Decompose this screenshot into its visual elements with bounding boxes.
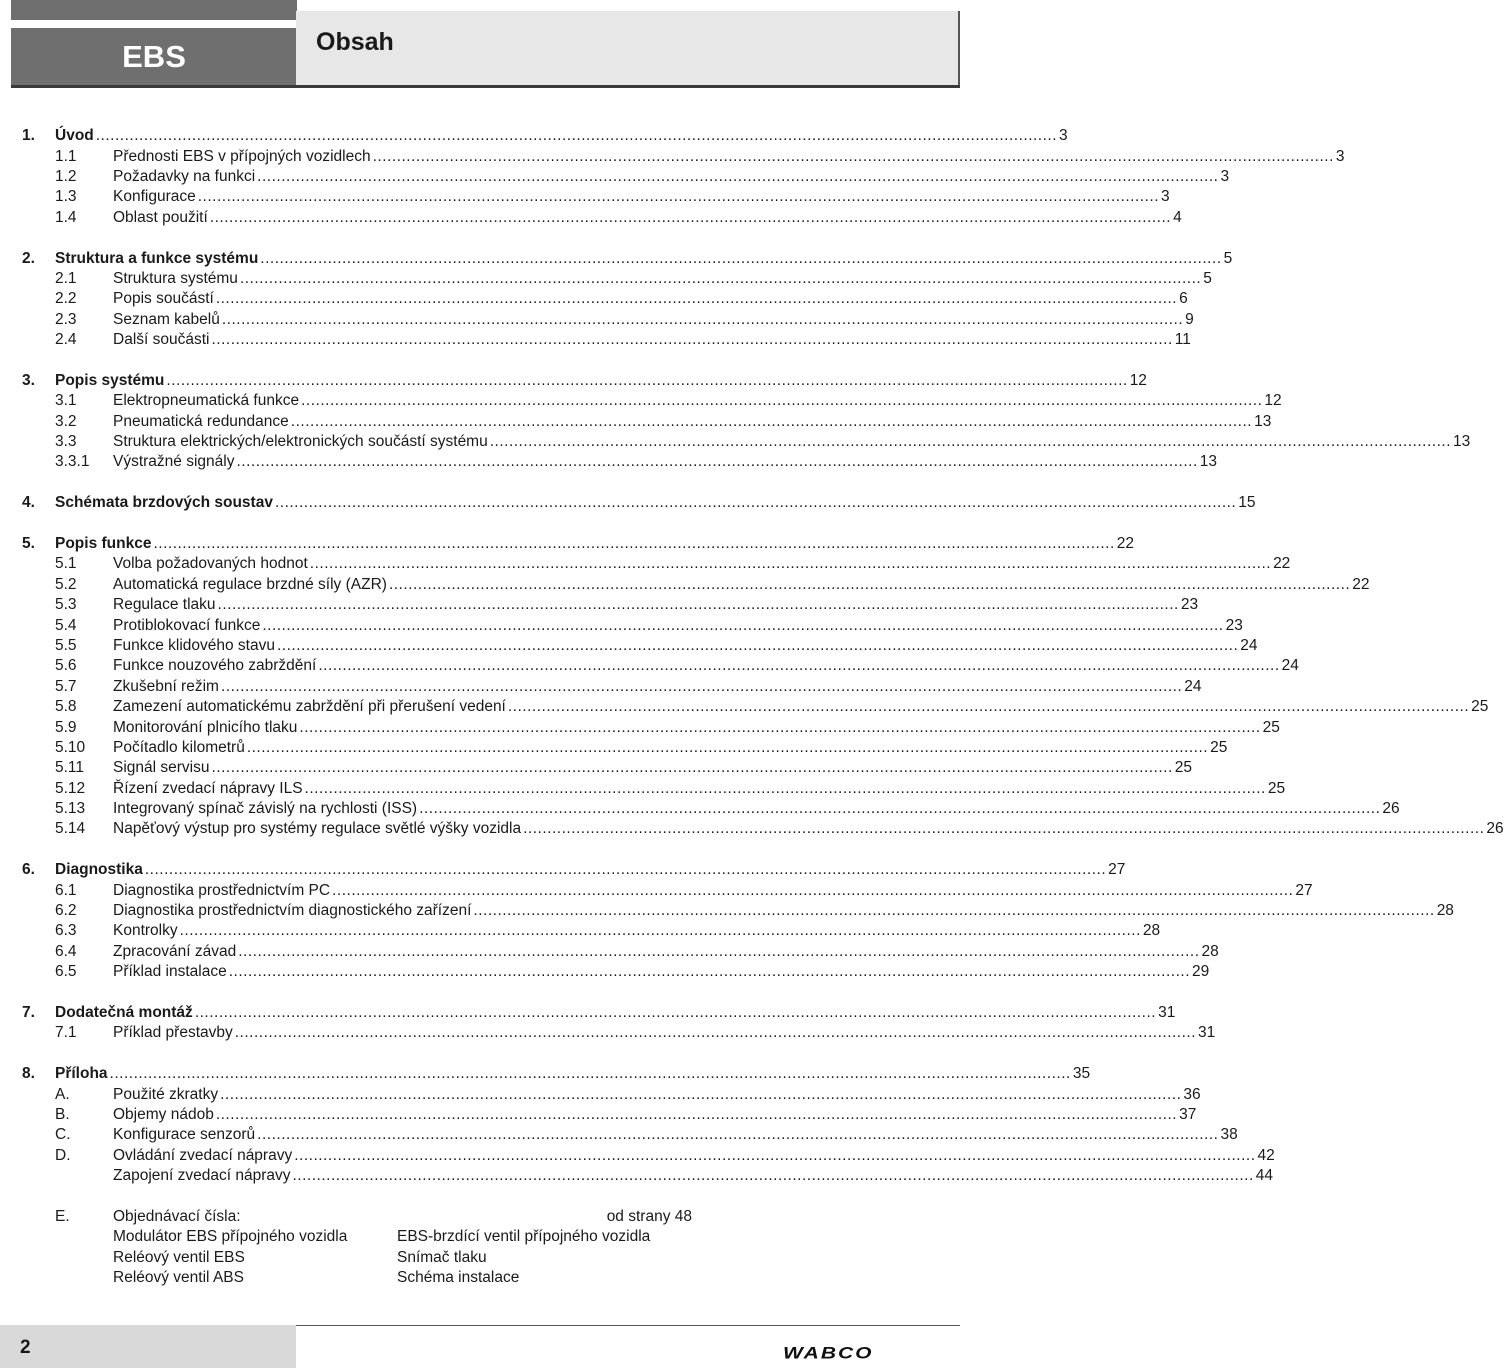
toc-number: 2.: [22, 249, 35, 267]
toc-page: 24: [1240, 636, 1258, 654]
toc-number: 5.3: [55, 596, 77, 614]
toc-title: Popis funkce: [55, 535, 152, 552]
toc-entry[interactable]: [22, 432, 1471, 452]
toc-title: Zkušební režim: [113, 677, 219, 695]
toc-entry[interactable]: [22, 656, 1299, 676]
toc-title: Diagnostika prostřednictvím diagnostického zařízení: [113, 902, 472, 920]
toc-page: 28: [1142, 922, 1161, 940]
toc-title: Ovládání zvedací nápravy: [113, 1146, 293, 1164]
toc-page: 12: [1264, 392, 1282, 410]
toc-entry[interactable]: [22, 391, 1282, 411]
toc-leader: ........................................................................................................................................................................................................: [388, 575, 1351, 593]
toc-number: 1.3: [55, 188, 77, 206]
toc-chapter[interactable]: [22, 1003, 1176, 1023]
toc-title: Počítadlo kilometrů: [113, 738, 245, 756]
toc-page: 27: [1108, 861, 1126, 879]
toc-number: 5.14: [55, 820, 86, 838]
toc-title: Monitorování plnicího tlaku: [113, 718, 298, 736]
toc-title: Funkce nouzového zabrždění: [113, 657, 317, 675]
toc-number: 8.: [22, 1065, 35, 1083]
toc-number: 2.3: [55, 310, 77, 328]
toc-page: 15: [1238, 494, 1256, 512]
toc-page: 37: [1179, 1105, 1197, 1123]
toc-leader: ........................................................................................................................................................................................................: [144, 861, 1107, 879]
toc-leader: ........................................................................................................................................................................................................: [211, 759, 1173, 777]
toc-entry[interactable]: [22, 779, 1286, 799]
toc-leader: ........................................................................................................................................................................................................: [489, 433, 1451, 451]
toc-title: Kontrolky: [113, 922, 178, 940]
toc-leader: ........................................................................................................................................................................................................: [166, 371, 1128, 389]
toc-title: Struktura systému: [113, 269, 238, 287]
toc-leader: ........................................................................................................................................................................................................: [294, 1146, 1256, 1164]
order-item: Modulátor EBS přípojného vozidla: [113, 1228, 348, 1246]
toc-page: 13: [1254, 412, 1272, 430]
toc-number: 6.3: [55, 922, 77, 940]
toc-page: 42: [1257, 1146, 1275, 1164]
toc-number: 1.4: [55, 208, 77, 226]
toc-number: 3.3.1: [55, 453, 90, 471]
toc-title: Konfigurace senzorů: [113, 1126, 256, 1144]
toc-entry[interactable]: [22, 942, 1219, 962]
toc-entry[interactable]: [22, 697, 1489, 717]
toc-entry[interactable]: [22, 880, 1313, 900]
footer-box: [0, 1325, 296, 1368]
toc-page: 25: [1262, 718, 1280, 736]
toc-number: 5.13: [55, 800, 86, 818]
toc-gap: [22, 982, 692, 1002]
toc-leader: ........................................................................................................................................................................................................: [215, 290, 1178, 308]
toc-leader: ........................................................................................................................................................................................................: [419, 800, 1381, 818]
toc-number: 6.4: [55, 942, 77, 960]
toc-leader: ........................................................................................................................................................................................................: [209, 208, 1172, 226]
toc-number: 3.: [22, 371, 35, 389]
toc-title: Úvod: [55, 127, 94, 145]
toc-chapter[interactable]: [22, 493, 1256, 513]
toc-title: Příloha: [55, 1065, 108, 1083]
toc-title: Příklad instalace: [113, 963, 227, 981]
toc-entry[interactable]: [22, 901, 1454, 921]
toc-page: 4: [1173, 208, 1182, 226]
toc-entry[interactable]: [22, 962, 1210, 982]
toc-number: B.: [55, 1105, 70, 1123]
toc-page: 13: [1453, 433, 1471, 451]
toc-chapter[interactable]: [22, 860, 1126, 880]
toc-leader: ........................................................................................................................................................................................................: [309, 555, 1272, 573]
toc-number: 1.: [22, 127, 35, 145]
toc-chapter[interactable]: [22, 1064, 1091, 1084]
toc-number: 5.12: [55, 779, 86, 797]
header-top-bar: [11, 0, 297, 20]
toc-page: 25: [1471, 698, 1489, 716]
toc-entry[interactable]: [22, 758, 1193, 778]
toc-number: D.: [55, 1146, 71, 1164]
toc-entry[interactable]: [22, 1105, 1197, 1125]
toc-page: 12: [1129, 371, 1147, 389]
toc-leader: ........................................................................................................................................................................................................: [153, 535, 1115, 552]
toc-page: 28: [1201, 942, 1219, 960]
toc-number: 6.2: [55, 902, 77, 920]
toc-leader: ........................................................................................................................................................................................................: [215, 1105, 1178, 1123]
toc-title: Objemy nádob: [113, 1105, 214, 1123]
toc-entry[interactable]: [22, 615, 1243, 635]
toc-chapter[interactable]: [22, 534, 1134, 554]
toc-leader: ........................................................................................................................................................................................................: [304, 779, 1266, 797]
toc-leader: ........................................................................................................................................................................................................: [236, 453, 1198, 471]
toc-page: 3: [1059, 127, 1068, 145]
toc-page: 22: [1273, 555, 1291, 573]
toc-leader: ........................................................................................................................................................................................................: [257, 167, 1219, 185]
toc-leader: ........................................................................................................................................................................................................: [246, 738, 1209, 756]
toc-number: 2.2: [55, 290, 77, 308]
toc-title: Schémata brzdových soustav: [55, 494, 273, 512]
order-item: Reléový ventil ABS: [113, 1269, 244, 1287]
toc-title: Regulace tlaku: [113, 596, 216, 614]
toc-page: 24: [1281, 657, 1299, 675]
order-title: Objednávací čísla:: [113, 1208, 241, 1225]
toc-page: 36: [1183, 1085, 1201, 1103]
toc-page: 24: [1184, 677, 1202, 695]
toc-leader: ........................................................................................................................................................................................................: [274, 494, 1237, 512]
toc-page: 26: [1382, 800, 1400, 818]
toc-title: Diagnostika: [55, 861, 143, 879]
toc-number: 6.5: [55, 963, 77, 981]
toc-title: Výstražné signály: [113, 453, 235, 471]
toc-leader: ........................................................................................................................................................................................................: [228, 963, 1191, 981]
page-title: Obsah: [316, 28, 394, 56]
toc-number: 7.: [22, 1003, 35, 1021]
toc-leader: ........................................................................................................................................................................................................: [221, 310, 1184, 328]
toc-number: 1.1: [55, 147, 77, 165]
toc-leader: ........................................................................................................................................................................................................: [292, 1167, 1254, 1185]
toc-number: 5.6: [55, 657, 77, 675]
toc-entry[interactable]: [22, 310, 1194, 330]
toc-page: 22: [1116, 535, 1134, 552]
page-number: 2: [20, 1337, 31, 1358]
toc-number: 3.1: [55, 392, 77, 410]
toc-title: Diagnostika prostřednictvím PC: [113, 881, 331, 899]
toc-leader: ........................................................................................................................................................................................................: [299, 718, 1261, 736]
toc-entry[interactable]: [22, 819, 1504, 839]
toc-number: 5.1: [55, 555, 77, 573]
toc-title: Požadavky na funkci: [113, 167, 256, 185]
toc-number: 5.8: [55, 698, 77, 716]
toc-number: 2.1: [55, 269, 77, 287]
toc-leader: ........................................................................................................................................................................................................: [262, 616, 1224, 634]
toc-entry[interactable]: [22, 330, 1191, 350]
toc-title: Další součásti: [113, 331, 210, 349]
toc-page: 29: [1192, 963, 1210, 981]
toc-number: 5.: [22, 535, 35, 552]
toc-leader: ........................................................................................................................................................................................................: [217, 596, 1179, 614]
toc-title: Dodatečná montáž: [55, 1003, 193, 1021]
toc-entry[interactable]: [22, 187, 1170, 207]
toc-leader: ........................................................................................................................................................................................................: [220, 1085, 1182, 1103]
toc-title: Struktura elektrických/elektronických součástí systému: [113, 433, 488, 451]
toc-page: 5: [1203, 269, 1212, 287]
toc-page: 31: [1158, 1003, 1176, 1021]
toc-page: 11: [1174, 331, 1191, 349]
toc-entry[interactable]: [22, 289, 1188, 309]
toc-page: 38: [1220, 1126, 1238, 1144]
toc-leader: ........................................................................................................................................................................................................: [257, 1126, 1219, 1144]
toc-gap: [22, 228, 692, 248]
toc-title: Funkce klidového stavu: [113, 636, 275, 654]
toc-leader: ........................................................................................................................................................................................................: [276, 636, 1239, 654]
toc-title: Protiblokovací funkce: [113, 616, 261, 634]
toc-page: 26: [1486, 820, 1504, 838]
toc-leader: ........................................................................................................................................................................................................: [239, 269, 1202, 287]
toc-entry[interactable]: [22, 554, 1291, 574]
toc-entry[interactable]: [22, 269, 1212, 289]
toc-entry[interactable]: [22, 1084, 1201, 1104]
toc-entry[interactable]: [22, 411, 1272, 431]
toc-entry[interactable]: [22, 146, 1345, 166]
toc-title: Zapojení zvedací nápravy: [113, 1167, 291, 1185]
toc-title: Seznam kabelů: [113, 310, 220, 328]
section-label: EBS: [11, 28, 297, 86]
toc-number: 5.10: [55, 738, 86, 756]
toc-number: 3.2: [55, 412, 77, 430]
toc-page: 25: [1174, 759, 1193, 777]
toc-leader: ........................................................................................................................................................................................................: [260, 249, 1222, 267]
toc-number: 2.4: [55, 331, 77, 349]
toc-title: Příklad přestavby: [113, 1024, 233, 1042]
toc-number: 5.4: [55, 616, 77, 634]
toc-entry[interactable]: [22, 636, 1258, 656]
toc-page: 9: [1185, 310, 1194, 328]
toc-number: 3.3: [55, 433, 77, 451]
toc-leader: ........................................................................................................................................................................................................: [238, 942, 1200, 960]
header-divider: [11, 85, 960, 88]
toc-title: Elektropneumatická funkce: [113, 392, 300, 410]
toc-title: Volba požadovaných hodnot: [113, 555, 308, 573]
toc-entry[interactable]: [22, 738, 1228, 758]
toc-page: 13: [1199, 453, 1218, 471]
order-num: E.: [55, 1208, 70, 1225]
toc-title: Popis součástí: [113, 290, 214, 308]
toc-number: 6.1: [55, 881, 77, 899]
toc-title: Struktura a funkce systému: [55, 249, 259, 267]
toc-number: 5.5: [55, 636, 77, 654]
toc-leader: ........................................................................................................................................................................................................: [95, 127, 1058, 145]
toc-page: 6: [1179, 290, 1188, 308]
toc-page: 3: [1335, 147, 1345, 165]
toc-page: 22: [1352, 575, 1370, 593]
toc-title: Konfigurace: [113, 188, 196, 206]
toc-entry[interactable]: [22, 717, 1280, 737]
toc-entry[interactable]: [22, 1166, 1274, 1186]
toc-leader: ........................................................................................................................................................................................................: [332, 881, 1294, 899]
toc-page: 35: [1072, 1065, 1091, 1083]
table-of-contents: [22, 126, 1504, 1186]
toc-entry[interactable]: [22, 1023, 1216, 1043]
toc-leader: ........................................................................................................................................................................................................: [179, 922, 1141, 940]
toc-leader: ........................................................................................................................................................................................................: [109, 1065, 1071, 1083]
order-numbers-section: [22, 1208, 692, 1290]
toc-leader: ........................................................................................................................................................................................................: [220, 677, 1183, 695]
toc-gap: [22, 1044, 692, 1064]
toc-number: 5.9: [55, 718, 77, 736]
toc-entry[interactable]: [22, 208, 1182, 228]
toc-page: 3: [1161, 188, 1170, 206]
toc-number: 1.2: [55, 167, 77, 185]
order-item: Schéma instalace: [397, 1269, 520, 1287]
toc-leader: ........................................................................................................................................................................................................: [301, 392, 1263, 410]
toc-entry[interactable]: [22, 595, 1199, 615]
toc-leader: ........................................................................................................................................................................................................: [197, 188, 1160, 206]
toc-title: Automatická regulace brzdné síly (AZR): [113, 575, 387, 593]
toc-number: C.: [55, 1126, 71, 1144]
toc-entry[interactable]: [22, 1146, 1275, 1166]
toc-page: 27: [1295, 881, 1313, 899]
toc-number: 5.7: [55, 677, 77, 695]
toc-leader: ........................................................................................................................................................................................................: [194, 1003, 1157, 1021]
toc-title: Popis systému: [55, 371, 165, 389]
toc-title: Napěťový výstup pro systémy regulace světlé výšky vozidla: [113, 820, 522, 838]
toc-chapter[interactable]: [22, 371, 1147, 391]
toc-title: Řízení zvedací nápravy ILS: [113, 779, 303, 797]
toc-number: 5.2: [55, 575, 77, 593]
toc-page: 23: [1225, 616, 1243, 634]
toc-title: Zamezení automatickému zabrždění při přerušení vedení: [113, 698, 506, 716]
toc-page: 5: [1223, 249, 1233, 267]
toc-entry[interactable]: [22, 167, 1230, 187]
toc-chapter[interactable]: [22, 126, 1068, 146]
toc-leader: ........................................................................................................................................................................................................: [234, 1024, 1197, 1042]
toc-title: Integrovaný spínač závislý na rychlosti (ISS): [113, 800, 418, 818]
toc-entry[interactable]: [22, 677, 1202, 697]
toc-gap: [22, 840, 692, 860]
order-pages: od strany 48: [606, 1208, 692, 1225]
toc-title: Zpracování závad: [113, 942, 237, 960]
order-item: Snímač tlaku: [397, 1248, 487, 1266]
toc-title: Oblast použití: [113, 208, 208, 226]
toc-page: 28: [1436, 902, 1454, 920]
toc-entry[interactable]: [22, 921, 1161, 941]
toc-title: Pneumatická redundance: [113, 412, 289, 430]
toc-leader: ........................................................................................................................................................................................................: [372, 147, 1334, 165]
toc-page: 23: [1180, 596, 1199, 614]
toc-number: 7.1: [55, 1024, 77, 1042]
order-item: Reléový ventil EBS: [113, 1248, 245, 1266]
toc-page: 25: [1210, 738, 1228, 756]
toc-title: Signál servisu: [113, 759, 210, 777]
toc-entry[interactable]: [22, 452, 1218, 472]
toc-number: A.: [55, 1085, 70, 1103]
toc-title: Použité zkratky: [113, 1085, 219, 1103]
toc-number: 4.: [22, 494, 35, 512]
toc-leader: ........................................................................................................................................................................................................: [507, 698, 1470, 716]
toc-entry[interactable]: [22, 799, 1400, 819]
toc-title: Přednosti EBS v přípojných vozidlech: [113, 147, 371, 165]
wabco-logo: WABCO: [783, 1344, 874, 1363]
toc-gap: [22, 513, 692, 533]
toc-page: 44: [1255, 1167, 1274, 1185]
toc-leader: ........................................................................................................................................................................................................: [523, 820, 1485, 838]
toc-entry[interactable]: [22, 1125, 1238, 1145]
toc-number: 6.: [22, 861, 35, 879]
toc-gap: [22, 350, 692, 370]
toc-page: 31: [1198, 1024, 1216, 1042]
toc-chapter[interactable]: [22, 248, 1233, 268]
toc-entry[interactable]: [22, 575, 1370, 595]
toc-leader: ........................................................................................................................................................................................................: [473, 902, 1435, 920]
toc-gap: [22, 473, 692, 493]
toc-page: 25: [1267, 779, 1286, 797]
toc-leader: ........................................................................................................................................................................................................: [318, 657, 1280, 675]
toc-leader: ........................................................................................................................................................................................................: [290, 412, 1253, 430]
toc-leader: ........................................................................................................................................................................................................: [211, 331, 1173, 349]
order-item: EBS-brzdící ventil přípojného vozidla: [397, 1228, 651, 1246]
header-title-box: [296, 11, 960, 87]
toc-number: 5.11: [55, 759, 85, 777]
toc-page: 3: [1220, 167, 1230, 185]
